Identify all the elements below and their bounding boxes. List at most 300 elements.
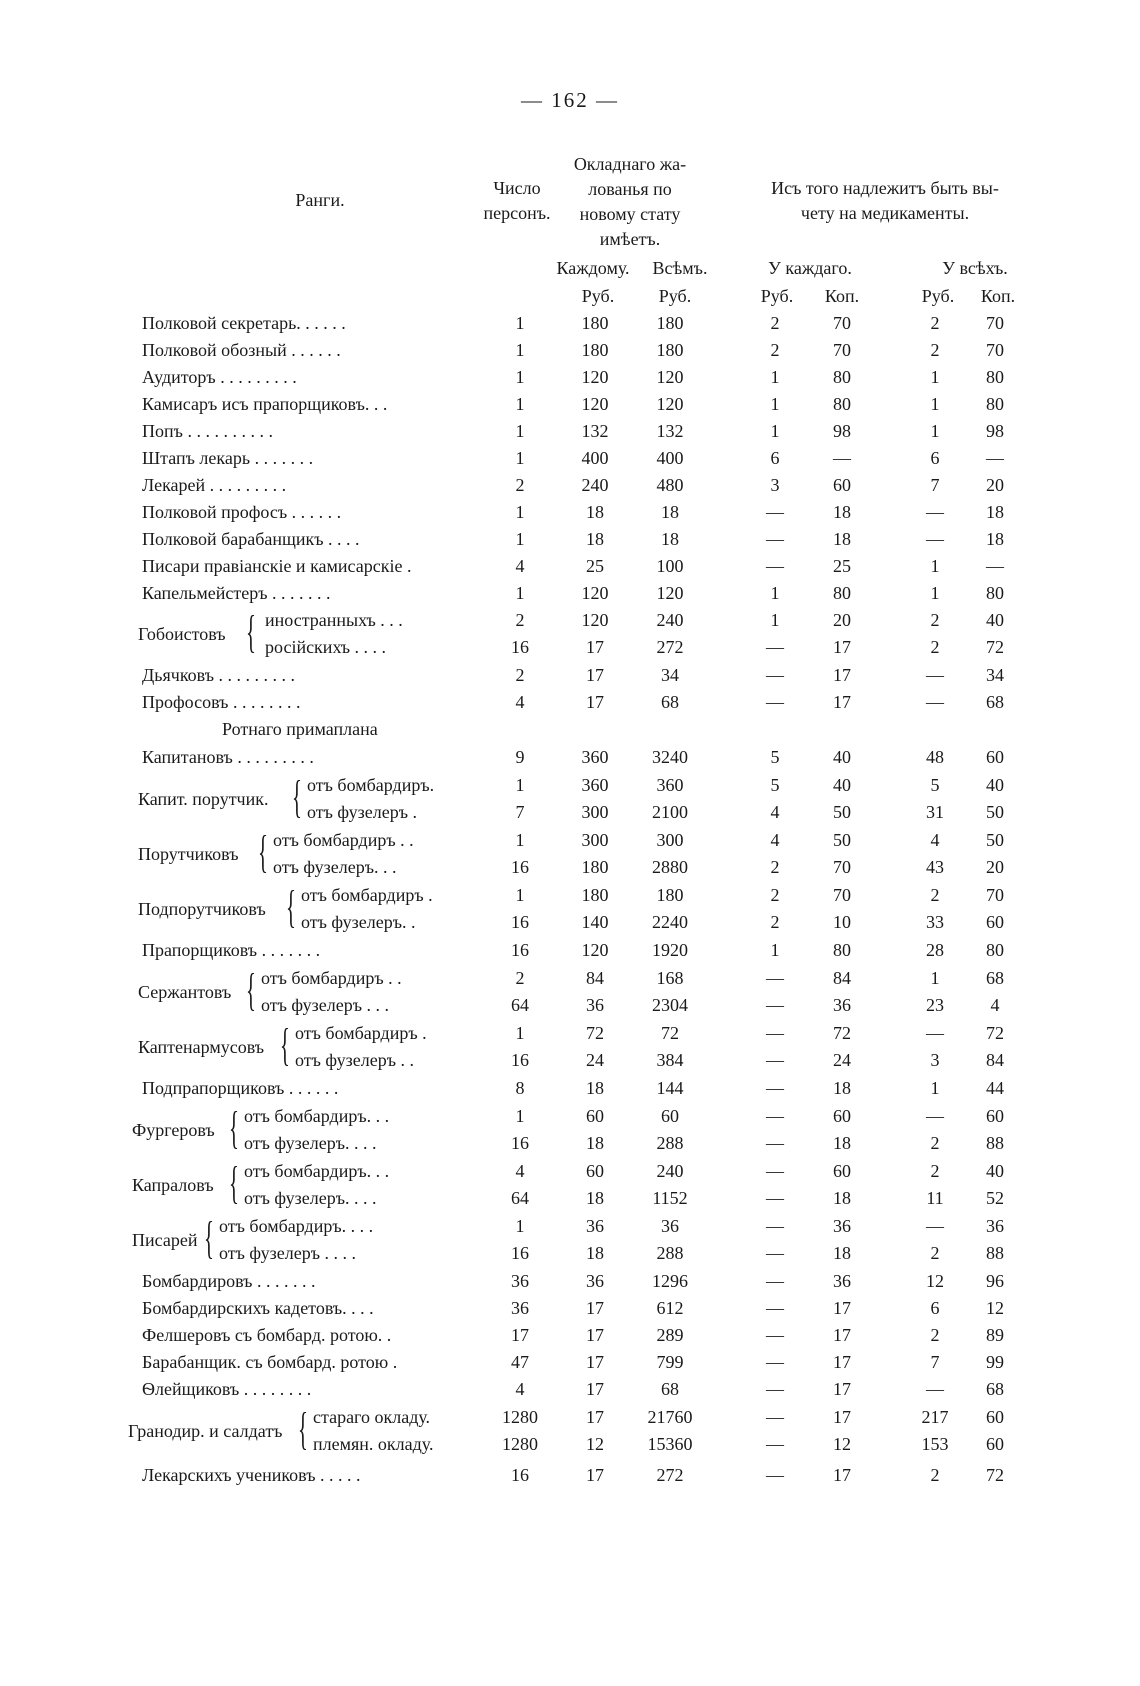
- salary-all-cell: 180: [656, 313, 684, 333]
- ded-all-kop-cell: 72: [986, 1465, 1004, 1485]
- persons-cell: 1: [515, 1023, 525, 1043]
- table-row: [0, 1075, 1140, 1101]
- salary-all-cell: 21760: [647, 1407, 693, 1427]
- ded-all-kop-cell: 72: [986, 637, 1004, 657]
- salary-all-cell: 132: [656, 421, 684, 441]
- brace-icon: {: [229, 1102, 239, 1153]
- group-label: Гранодир. и салдатъ: [128, 1421, 283, 1441]
- rank-label: Профосовъ . . . . . . . .: [142, 692, 301, 712]
- ded-all-rub-cell: —: [926, 502, 944, 522]
- ded-each-kop-cell: 60: [833, 1161, 851, 1181]
- rank-label: Штапъ лекарь . . . . . . .: [142, 448, 314, 468]
- ded-each-kop-cell: 36: [833, 1216, 851, 1236]
- ded-all-kop-cell: 40: [986, 1161, 1004, 1181]
- salary-all-cell: 360: [656, 775, 684, 795]
- brace-icon: {: [246, 606, 256, 657]
- persons-cell: 4: [515, 692, 525, 712]
- sub-label: отъ фузелеръ. . .: [273, 857, 397, 877]
- ded-each-kop-cell: 12: [833, 1434, 851, 1454]
- ded-each-kop-cell: 36: [833, 1271, 851, 1291]
- ded-all-rub-cell: 3: [930, 1050, 940, 1070]
- sub-label: отъ фузелеръ .: [307, 802, 418, 822]
- ded-each-kop-cell: 17: [833, 1465, 851, 1485]
- salary-all-cell: 34: [661, 665, 679, 685]
- salary-each-cell: 17: [586, 1379, 604, 1399]
- salary-all-cell: 180: [656, 340, 684, 360]
- unit-rub: Руб.: [658, 286, 692, 306]
- ded-all-kop-cell: 96: [986, 1271, 1004, 1291]
- ded-all-kop-cell: 40: [986, 610, 1004, 630]
- ded-all-rub-cell: —: [926, 1216, 944, 1236]
- ded-each-rub-cell: —: [766, 968, 784, 988]
- ded-all-rub-cell: 217: [921, 1407, 949, 1427]
- header-deduction: [730, 176, 1040, 226]
- salary-all-cell: 120: [656, 367, 684, 387]
- persons-cell: 4: [515, 1379, 525, 1399]
- brace-icon: {: [280, 1019, 290, 1070]
- salary-each-cell: 24: [586, 1050, 604, 1070]
- ded-all-kop-cell: 36: [986, 1216, 1004, 1236]
- ded-each-rub-cell: 4: [770, 830, 780, 850]
- subheader-each-ded: У каждаго.: [768, 258, 852, 278]
- table-row: [0, 1020, 1140, 1046]
- ded-each-kop-cell: 98: [833, 421, 851, 441]
- sub-label: отъ бомбардиръ . .: [261, 968, 402, 988]
- ded-each-rub-cell: 2: [770, 885, 780, 905]
- ded-each-rub-cell: —: [766, 556, 784, 576]
- salary-each-cell: 12: [586, 1434, 604, 1454]
- ded-each-rub-cell: —: [766, 1352, 784, 1372]
- persons-cell: 1: [515, 340, 525, 360]
- table-row: [0, 1240, 1140, 1266]
- table-row: [0, 744, 1140, 770]
- salary-each-cell: 36: [586, 995, 604, 1015]
- sub-label: отъ фузелеръ . . .: [261, 995, 390, 1015]
- ded-each-kop-cell: 17: [833, 1352, 851, 1372]
- unit-kop: Коп.: [980, 286, 1016, 306]
- persons-cell: 2: [515, 968, 525, 988]
- rank-label: Попъ . . . . . . . . . .: [142, 421, 273, 441]
- rank-label: Подпрапорщиковъ . . . . . .: [142, 1078, 339, 1098]
- ded-each-rub-cell: 1: [770, 421, 780, 441]
- ded-each-kop-cell: —: [833, 448, 851, 468]
- row-group: [0, 1404, 1140, 1458]
- table-row: [0, 499, 1140, 525]
- ded-each-rub-cell: —: [766, 1188, 784, 1208]
- salary-each-cell: 17: [586, 1352, 604, 1372]
- salary-each-cell: 180: [581, 340, 609, 360]
- sub-label: отъ бомбардиръ. . .: [244, 1106, 390, 1126]
- row-group: [0, 827, 1140, 881]
- salary-each-cell: 36: [586, 1271, 604, 1291]
- persons-cell: 9: [515, 747, 525, 767]
- table-row: [0, 882, 1140, 908]
- ded-each-kop-cell: 60: [833, 475, 851, 495]
- ded-all-kop-cell: 4: [990, 995, 1000, 1015]
- table-row: [0, 1349, 1140, 1375]
- salary-all-cell: 120: [656, 583, 684, 603]
- ded-all-rub-cell: —: [926, 1023, 944, 1043]
- rank-label: Полковой барабанщикъ . . . .: [142, 529, 360, 549]
- ded-all-rub-cell: —: [926, 692, 944, 712]
- ded-all-rub-cell: 2: [930, 637, 940, 657]
- salary-all-cell: 400: [656, 448, 684, 468]
- ded-each-kop-cell: 25: [833, 556, 851, 576]
- ded-all-rub-cell: 2: [930, 610, 940, 630]
- persons-cell: 4: [515, 556, 525, 576]
- ded-all-kop-cell: 60: [986, 1434, 1004, 1454]
- salary-all-cell: 120: [656, 394, 684, 414]
- salary-all-cell: 68: [661, 692, 679, 712]
- persons-cell: 1: [515, 583, 525, 603]
- subheader-all: Всѣмъ.: [652, 258, 708, 278]
- ded-all-rub-cell: 1: [930, 394, 940, 414]
- table-row: [0, 909, 1140, 935]
- brace-icon: {: [204, 1212, 214, 1263]
- persons-cell: 16: [511, 1133, 529, 1153]
- ded-each-rub-cell: 4: [770, 802, 780, 822]
- page-number: — 162 —: [521, 88, 619, 112]
- group-label: Порутчиковъ: [138, 844, 239, 864]
- ded-all-rub-cell: 48: [926, 747, 944, 767]
- table-row: [0, 1322, 1140, 1348]
- ded-all-rub-cell: 31: [926, 802, 944, 822]
- persons-cell: 1280: [502, 1407, 538, 1427]
- ded-all-kop-cell: 60: [986, 1407, 1004, 1427]
- ded-each-kop-cell: 60: [833, 1106, 851, 1126]
- ded-each-kop-cell: 10: [833, 912, 851, 932]
- ded-each-rub-cell: —: [766, 1465, 784, 1485]
- ded-all-kop-cell: 12: [986, 1298, 1004, 1318]
- ded-all-kop-cell: 40: [986, 775, 1004, 795]
- persons-cell: 1: [515, 885, 525, 905]
- ded-each-kop-cell: 20: [833, 610, 851, 630]
- ded-each-kop-cell: 50: [833, 802, 851, 822]
- table-row: [0, 634, 1140, 660]
- rank-label: Полковой профосъ . . . . . .: [142, 502, 342, 522]
- unit-rub: Руб.: [921, 286, 955, 306]
- ded-each-kop-cell: 18: [833, 1078, 851, 1098]
- ded-all-rub-cell: 6: [930, 448, 940, 468]
- ded-all-rub-cell: 2: [930, 1465, 940, 1485]
- header-salary-line: лованья по: [588, 179, 672, 199]
- ded-each-rub-cell: —: [766, 1078, 784, 1098]
- salary-each-cell: 17: [586, 637, 604, 657]
- ded-all-kop-cell: 70: [986, 340, 1004, 360]
- salary-each-cell: 120: [581, 940, 609, 960]
- table-row: [0, 310, 1140, 336]
- salary-all-cell: 18: [661, 529, 679, 549]
- row-group: [0, 965, 1140, 1019]
- salary-all-cell: 289: [656, 1325, 684, 1345]
- ded-all-kop-cell: 68: [986, 968, 1004, 988]
- row-group: [0, 1213, 1140, 1267]
- persons-cell: 1: [515, 448, 525, 468]
- persons-cell: 1: [515, 830, 525, 850]
- persons-cell: 1: [515, 1216, 525, 1236]
- ded-each-kop-cell: 24: [833, 1050, 851, 1070]
- ded-all-kop-cell: 80: [986, 394, 1004, 414]
- ded-each-kop-cell: 84: [833, 968, 851, 988]
- salary-all-cell: 799: [656, 1352, 684, 1372]
- salary-all-cell: 15360: [647, 1434, 693, 1454]
- ded-each-rub-cell: 5: [770, 775, 780, 795]
- persons-cell: 1: [515, 502, 525, 522]
- ded-all-rub-cell: —: [926, 529, 944, 549]
- persons-cell: 1: [515, 1106, 525, 1126]
- sub-label: отъ бомбардиръ. . . .: [219, 1216, 374, 1236]
- ded-each-kop-cell: 70: [833, 313, 851, 333]
- ded-each-rub-cell: 6: [770, 448, 780, 468]
- salary-all-cell: 2304: [652, 995, 688, 1015]
- salary-each-cell: 120: [581, 610, 609, 630]
- ded-each-rub-cell: 2: [770, 857, 780, 877]
- ded-each-rub-cell: —: [766, 1161, 784, 1181]
- ded-each-kop-cell: 36: [833, 995, 851, 1015]
- subheader-each: Каждому.: [556, 258, 630, 278]
- table-row: [0, 662, 1140, 688]
- ded-all-kop-cell: 60: [986, 747, 1004, 767]
- ded-each-kop-cell: 17: [833, 637, 851, 657]
- row-group: [0, 1103, 1140, 1157]
- salary-each-cell: 180: [581, 885, 609, 905]
- unit-kop: Коп.: [824, 286, 860, 306]
- table-row: [0, 1376, 1140, 1402]
- ded-all-rub-cell: 43: [926, 857, 944, 877]
- ded-all-rub-cell: 2: [930, 1133, 940, 1153]
- persons-cell: 1280: [502, 1434, 538, 1454]
- table-row: [0, 580, 1140, 606]
- salary-all-cell: 1296: [652, 1271, 688, 1291]
- rank-label: Дьячковъ . . . . . . . . .: [142, 665, 296, 685]
- sub-label: отъ фузелеръ. . . .: [244, 1188, 377, 1208]
- salary-each-cell: 120: [581, 367, 609, 387]
- ded-each-rub-cell: —: [766, 1133, 784, 1153]
- sub-label: стараго окладу.: [313, 1407, 431, 1427]
- salary-all-cell: 384: [656, 1050, 684, 1070]
- table-row: [0, 1130, 1140, 1156]
- salary-each-cell: 18: [586, 1243, 604, 1263]
- table-row: [0, 1103, 1140, 1129]
- ded-each-kop-cell: 70: [833, 885, 851, 905]
- table-row: [0, 337, 1140, 363]
- ded-each-kop-cell: 18: [833, 1188, 851, 1208]
- salary-all-cell: 1152: [652, 1188, 688, 1208]
- ded-all-rub-cell: 2: [930, 885, 940, 905]
- table-row: [0, 472, 1140, 498]
- ded-each-kop-cell: 17: [833, 1407, 851, 1427]
- salary-each-cell: 25: [586, 556, 604, 576]
- ded-each-rub-cell: —: [766, 995, 784, 1015]
- persons-cell: 17: [511, 1325, 529, 1345]
- salary-all-cell: 100: [656, 556, 684, 576]
- rank-label: Бомбардирскихъ кадетовъ. . . .: [142, 1298, 374, 1318]
- ded-all-rub-cell: —: [926, 665, 944, 685]
- header-persons-line: Число: [493, 178, 541, 198]
- salary-each-cell: 300: [581, 830, 609, 850]
- ded-all-kop-cell: 70: [986, 313, 1004, 333]
- brace-icon: {: [258, 826, 268, 877]
- salary-each-cell: 17: [586, 1407, 604, 1427]
- persons-cell: 2: [515, 665, 525, 685]
- ded-all-kop-cell: 50: [986, 802, 1004, 822]
- salary-each-cell: 120: [581, 583, 609, 603]
- salary-each-cell: 360: [581, 775, 609, 795]
- table-row: [0, 965, 1140, 991]
- ded-all-kop-cell: 88: [986, 1133, 1004, 1153]
- ded-each-rub-cell: —: [766, 1434, 784, 1454]
- salary-each-cell: 180: [581, 313, 609, 333]
- header-deduction-line: чету на медикаменты.: [800, 203, 970, 223]
- ded-each-rub-cell: 1: [770, 610, 780, 630]
- sub-label: отъ бомбардиръ. . .: [244, 1161, 390, 1181]
- ded-all-rub-cell: 7: [930, 1352, 940, 1372]
- rank-label: Фелшеровъ съ бомбард. ротою. .: [142, 1325, 392, 1345]
- ded-all-kop-cell: 88: [986, 1243, 1004, 1263]
- ded-all-kop-cell: 84: [986, 1050, 1004, 1070]
- unit-rub: Руб.: [760, 286, 794, 306]
- ded-all-rub-cell: 28: [926, 940, 944, 960]
- persons-cell: 1: [515, 421, 525, 441]
- table-row: [0, 854, 1140, 880]
- section-label: Ротнаго примаплана: [222, 719, 378, 739]
- persons-cell: 4: [515, 1161, 525, 1181]
- ded-all-rub-cell: 1: [930, 421, 940, 441]
- salary-all-cell: 272: [656, 637, 684, 657]
- salary-all-cell: 240: [656, 610, 684, 630]
- rank-label: Барабанщик. съ бомбард. ротою .: [142, 1352, 398, 1372]
- salary-each-cell: 17: [586, 665, 604, 685]
- salary-each-cell: 17: [586, 692, 604, 712]
- table-row: [0, 445, 1140, 471]
- ded-each-kop-cell: 17: [833, 1379, 851, 1399]
- group-label: Фургеровъ: [132, 1120, 215, 1140]
- ded-all-rub-cell: 7: [930, 475, 940, 495]
- ded-each-rub-cell: —: [766, 1050, 784, 1070]
- brace-icon: {: [298, 1403, 308, 1454]
- table-row: [0, 1404, 1140, 1430]
- salary-all-cell: 3240: [652, 747, 688, 767]
- sub-label: отъ фузелеръ . .: [295, 1050, 415, 1070]
- ded-all-kop-cell: 18: [986, 502, 1004, 522]
- table-row: [0, 937, 1140, 963]
- table-row: [0, 1047, 1140, 1073]
- ded-all-kop-cell: 20: [986, 857, 1004, 877]
- salary-each-cell: 18: [586, 1188, 604, 1208]
- ded-each-rub-cell: —: [766, 1298, 784, 1318]
- rank-label: Ѳлейщиковъ . . . . . . . .: [142, 1379, 312, 1399]
- ded-all-rub-cell: 1: [930, 583, 940, 603]
- ded-all-rub-cell: 2: [930, 1325, 940, 1345]
- salary-each-cell: 18: [586, 1133, 604, 1153]
- ded-each-kop-cell: 80: [833, 940, 851, 960]
- salary-all-cell: 2100: [652, 802, 688, 822]
- salary-all-cell: 240: [656, 1161, 684, 1181]
- persons-cell: 47: [511, 1352, 529, 1372]
- ded-each-rub-cell: —: [766, 665, 784, 685]
- persons-cell: 64: [511, 1188, 529, 1208]
- ded-all-rub-cell: 1: [930, 556, 940, 576]
- ded-all-kop-cell: 98: [986, 421, 1004, 441]
- salary-all-cell: 36: [661, 1216, 679, 1236]
- sub-label: російскихъ . . . .: [265, 637, 387, 657]
- table-row: [0, 1295, 1140, 1321]
- sub-label: отъ бомбардиръ .: [301, 885, 433, 905]
- rank-label: Полковой секретарь. . . . . .: [142, 313, 346, 333]
- salary-all-cell: 1920: [652, 940, 688, 960]
- table-row: [0, 1431, 1140, 1457]
- ded-all-kop-cell: 44: [986, 1078, 1004, 1098]
- group-label: Сержантовъ: [138, 982, 232, 1002]
- ded-all-rub-cell: —: [926, 1106, 944, 1126]
- table-row: [0, 827, 1140, 853]
- ded-all-kop-cell: 80: [986, 367, 1004, 387]
- table-row: [0, 1268, 1140, 1294]
- salary-each-cell: 300: [581, 802, 609, 822]
- brace-icon: {: [229, 1157, 239, 1208]
- row-group: [0, 882, 1140, 936]
- sub-label: отъ бомбардиръ.: [307, 775, 435, 795]
- brace-icon: {: [246, 964, 256, 1015]
- ded-each-kop-cell: 17: [833, 1325, 851, 1345]
- group-label: Подпорутчиковъ: [138, 899, 266, 919]
- ded-each-rub-cell: 1: [770, 367, 780, 387]
- salary-all-cell: 68: [661, 1379, 679, 1399]
- ded-all-rub-cell: 2: [930, 340, 940, 360]
- ded-all-rub-cell: 12: [926, 1271, 944, 1291]
- header-salary-line: имѣетъ.: [599, 229, 661, 249]
- salary-each-cell: 60: [586, 1106, 604, 1126]
- salary-each-cell: 17: [586, 1465, 604, 1485]
- ded-each-rub-cell: —: [766, 692, 784, 712]
- persons-cell: 16: [511, 857, 529, 877]
- salary-each-cell: 36: [586, 1216, 604, 1236]
- sub-label: отъ фузелеръ. . . .: [244, 1133, 377, 1153]
- salary-all-cell: 612: [656, 1298, 684, 1318]
- sub-label: отъ бомбардиръ . .: [273, 830, 414, 850]
- ded-each-rub-cell: —: [766, 529, 784, 549]
- ded-all-rub-cell: 1: [930, 1078, 940, 1098]
- ded-each-kop-cell: 50: [833, 830, 851, 850]
- salary-all-cell: 2240: [652, 912, 688, 932]
- ded-each-kop-cell: 17: [833, 692, 851, 712]
- group-label: Капраловъ: [132, 1175, 214, 1195]
- table-row: [0, 689, 1140, 715]
- table-row: [0, 364, 1140, 390]
- salary-all-cell: 168: [656, 968, 684, 988]
- ded-all-kop-cell: 52: [986, 1188, 1004, 1208]
- table-row: [0, 1158, 1140, 1184]
- ded-all-kop-cell: —: [986, 556, 1004, 576]
- table-row: [0, 772, 1140, 798]
- salary-all-cell: 2880: [652, 857, 688, 877]
- table-row: [0, 1185, 1140, 1211]
- row-group: [0, 1020, 1140, 1074]
- header-salary-line: новому стату: [579, 204, 681, 224]
- salary-each-cell: 180: [581, 857, 609, 877]
- persons-cell: 1: [515, 367, 525, 387]
- salary-all-cell: 144: [656, 1078, 684, 1098]
- header-deduction-line: Исъ того надлежитъ быть вы-: [771, 178, 999, 198]
- salary-each-cell: 132: [581, 421, 609, 441]
- group-label: Каптенармусовъ: [138, 1037, 265, 1057]
- ded-each-rub-cell: —: [766, 1243, 784, 1263]
- ded-each-kop-cell: 18: [833, 502, 851, 522]
- ded-each-kop-cell: 72: [833, 1023, 851, 1043]
- ded-each-rub-cell: —: [766, 1216, 784, 1236]
- table-row: [0, 418, 1140, 444]
- ded-each-rub-cell: 5: [770, 747, 780, 767]
